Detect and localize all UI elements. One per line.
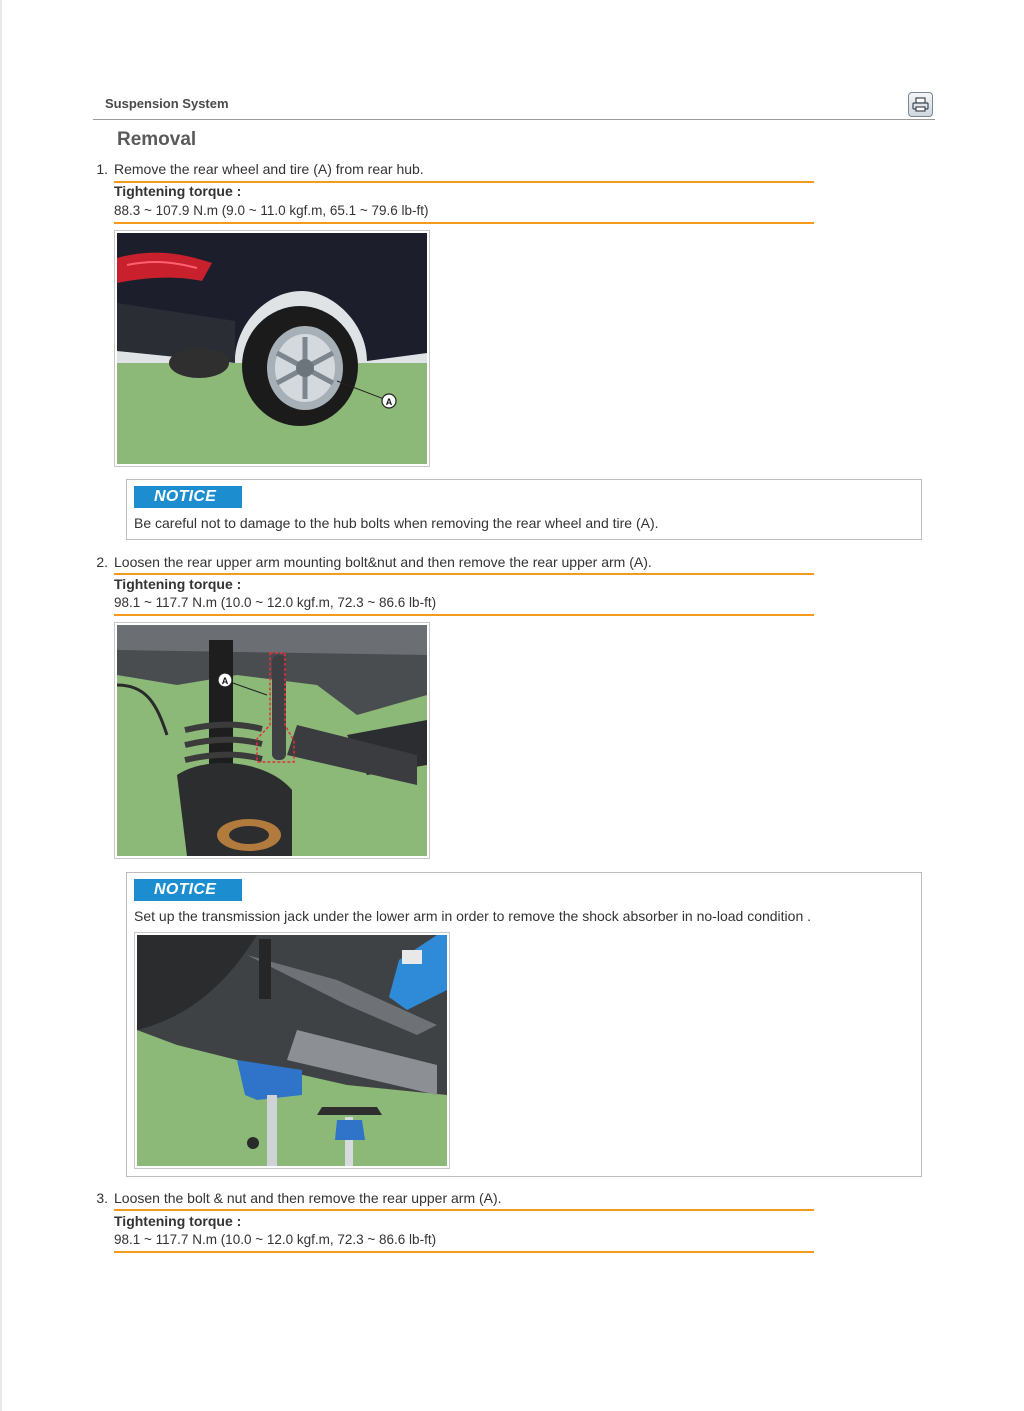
step-text: Remove the rear wheel and tire (A) from rear hub. <box>114 161 424 177</box>
torque-value: 98.1 ~ 117.7 N.m (10.0 ~ 12.0 kgf.m, 72.3 ~ 86.6 lb-ft) <box>114 1232 437 1247</box>
notice-text: Be careful not to damage to the hub bolts when removing the rear wheel and tire (A). <box>134 515 659 531</box>
torque-value: 98.1 ~ 117.7 N.m (10.0 ~ 12.0 kgf.m, 72.3 ~ 86.6 lb-ft) <box>114 595 437 610</box>
notice-badge: NOTICE <box>134 486 242 508</box>
notice-box <box>126 479 922 540</box>
step-number: 1. <box>96 161 108 177</box>
callout-a: A <box>221 676 229 686</box>
rear-wheel-photo <box>114 230 430 467</box>
torque-label: Tightening torque : <box>114 1213 242 1229</box>
header-divider <box>93 119 935 120</box>
step-text: Loosen the rear upper arm mounting bolt&nut and then remove the rear upper arm (A). <box>114 554 652 570</box>
torque-divider <box>114 614 814 616</box>
page-edge <box>0 0 2 1411</box>
print-button[interactable] <box>908 92 933 117</box>
notice-text: Set up the transmission jack under the lower arm in order to remove the shock absorber in no-load condition . <box>134 908 812 924</box>
torque-divider <box>114 1209 814 1211</box>
step-number: 3. <box>96 1190 108 1206</box>
torque-divider <box>114 573 814 575</box>
transmission-jack-photo <box>134 932 450 1169</box>
torque-label: Tightening torque : <box>114 183 242 199</box>
callout-a: A <box>385 397 393 407</box>
page-header-title: Suspension System <box>105 96 229 111</box>
step-text: Loosen the bolt & nut and then remove the rear upper arm (A). <box>114 1190 502 1206</box>
notice-box <box>126 872 922 1177</box>
step-number: 2. <box>96 554 108 570</box>
torque-label: Tightening torque : <box>114 576 242 592</box>
torque-divider <box>114 222 814 224</box>
section-heading: Removal <box>117 129 197 150</box>
upper-arm-photo <box>114 622 430 859</box>
torque-value: 88.3 ~ 107.9 N.m (9.0 ~ 11.0 kgf.m, 65.1 ~ 79.6 lb-ft) <box>114 203 429 218</box>
printer-icon <box>912 97 929 112</box>
notice-badge: NOTICE <box>134 879 242 901</box>
torque-divider <box>114 1251 814 1253</box>
